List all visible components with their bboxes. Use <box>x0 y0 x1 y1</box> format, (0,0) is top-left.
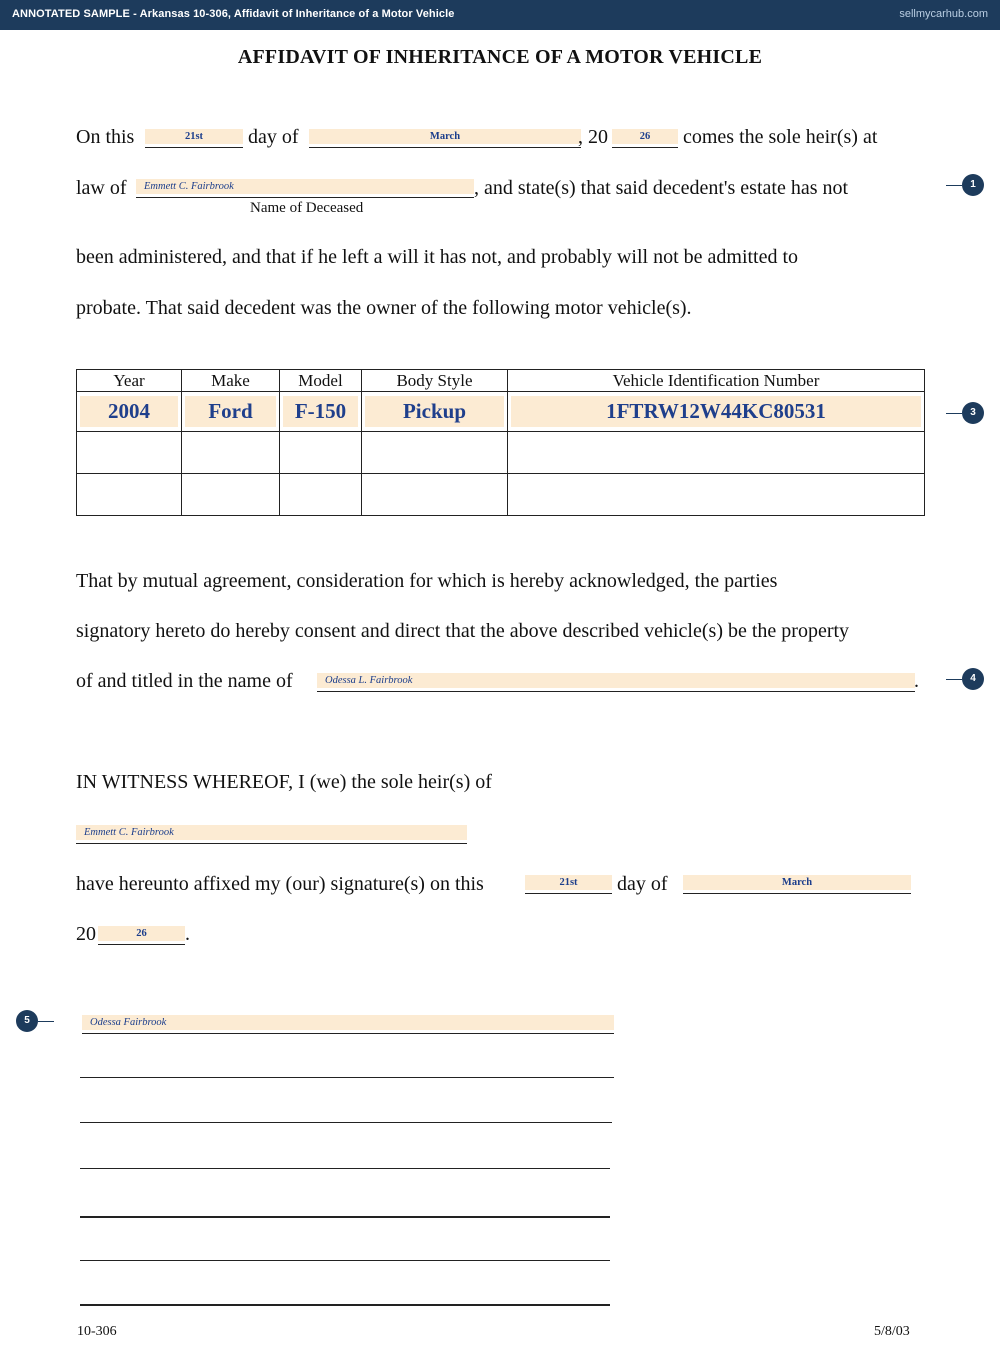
titled-name-field[interactable] <box>317 670 915 692</box>
empty-cell[interactable] <box>77 474 182 516</box>
signature-line-3[interactable] <box>80 1122 612 1123</box>
marker-leader <box>38 1021 54 1022</box>
comes-label: comes the sole heir(s) at <box>683 126 878 148</box>
heir-of-field[interactable] <box>76 822 467 844</box>
affixed-label: have hereunto affixed my (our) signature(s) on this <box>76 873 484 895</box>
empty-cell[interactable] <box>77 432 182 474</box>
empty-cell[interactable] <box>182 474 280 516</box>
vin-cell-value: 1FTRW12W44KC80531 <box>606 399 826 423</box>
banner-title: ANNOTATED SAMPLE - Arkansas 10-306, Affidavit of Inheritance of a Motor Vehicle <box>12 8 455 20</box>
cell-year[interactable] <box>77 392 182 432</box>
paragraph1-line4: probate. That said decedent was the owner of the following motor vehicle(s). <box>76 297 692 319</box>
revision-date: 5/8/03 <box>874 1324 910 1339</box>
cell-vin[interactable] <box>508 392 925 432</box>
empty-cell[interactable] <box>182 432 280 474</box>
on-this-label: On this <box>76 126 135 148</box>
witness-day-of-label: day of <box>617 873 668 895</box>
form-title: AFFIDAVIT OF INHERITANCE OF A MOTOR VEHICLE <box>237 46 763 68</box>
titled-name-value: Odessa L. Fairbrook <box>325 675 413 686</box>
banner-site-link[interactable]: sellmycarhub.com <box>899 8 988 20</box>
paragraph2-line1: That by mutual agreement, consideration for which is hereby acknowledged, the parties <box>76 570 778 592</box>
signature-line-5[interactable] <box>80 1216 610 1218</box>
header-model: Model <box>280 370 362 392</box>
header-vin: Vehicle Identification Number <box>508 370 925 392</box>
table-row <box>77 432 925 474</box>
witness-period: . <box>185 923 190 945</box>
signature-1-value: Odessa Fairbrook <box>90 1017 167 1028</box>
paragraph2-line2: signatory hereto do hereby consent and direct that the above described vehicle(s) be the property <box>76 620 850 642</box>
law-of-label: law of <box>76 177 127 199</box>
titled-in-name-label: of and titled in the name of <box>76 670 293 692</box>
header-year: Year <box>77 370 182 392</box>
witness-year-field[interactable] <box>98 923 185 945</box>
form-number: 10-306 <box>77 1324 117 1339</box>
signature-line-4[interactable] <box>80 1168 610 1169</box>
empty-cell[interactable] <box>362 432 508 474</box>
table-row <box>77 474 925 516</box>
heir-of-value: Emmett C. Fairbrook <box>84 827 174 838</box>
header-make: Make <box>182 370 280 392</box>
witness-month-value: March <box>781 877 813 888</box>
paragraph1-line3: been administered, and that if he left a will it has not, and probably will not be admitted to <box>76 246 799 268</box>
year-value: 26 <box>639 131 651 142</box>
vehicle-table <box>76 369 925 516</box>
empty-cell[interactable] <box>280 432 362 474</box>
witness-twenty-label: 20 <box>76 923 96 945</box>
cell-model[interactable] <box>280 392 362 432</box>
annotation-marker-3: 3 <box>962 402 984 424</box>
year-cell-value: 2004 <box>108 399 150 423</box>
make-cell-value: Ford <box>208 399 253 423</box>
marker-leader <box>946 679 962 680</box>
body-style-cell-value: Pickup <box>402 399 467 423</box>
table-row <box>77 392 925 432</box>
annotation-marker-1: 1 <box>962 174 984 196</box>
witness-month-field[interactable] <box>683 872 911 894</box>
empty-cell[interactable] <box>362 474 508 516</box>
month-value: March <box>429 131 461 142</box>
titled-period: . <box>914 670 919 692</box>
marker-leader <box>946 185 962 186</box>
empty-cell[interactable] <box>508 474 925 516</box>
marker-leader <box>946 413 962 414</box>
cell-body-style[interactable] <box>362 392 508 432</box>
day-value: 21st <box>184 131 204 142</box>
signature-line-6[interactable] <box>80 1260 610 1261</box>
year-field[interactable] <box>612 126 678 148</box>
annotation-marker-4: 4 <box>962 668 984 690</box>
empty-cell[interactable] <box>508 432 925 474</box>
annotation-marker-5: 5 <box>16 1010 38 1032</box>
month-field[interactable] <box>309 126 581 148</box>
day-of-label: day of <box>248 126 299 148</box>
cell-make[interactable] <box>182 392 280 432</box>
signature-line-7[interactable] <box>80 1304 610 1306</box>
model-cell-value: F-150 <box>294 399 347 423</box>
deceased-name-value: Emmett C. Fairbrook <box>144 181 234 192</box>
deceased-name-field[interactable] <box>136 176 474 198</box>
empty-cell[interactable] <box>280 474 362 516</box>
witness-day-value: 21st <box>559 877 578 888</box>
estate-text: , and state(s) that said decedent's estate has not <box>474 177 849 199</box>
annotation-banner <box>0 0 1000 30</box>
day-field[interactable] <box>145 126 243 148</box>
comma-twenty-label: , 20 <box>578 126 608 148</box>
header-body-style: Body Style <box>362 370 508 392</box>
witness-year-value: 26 <box>136 928 147 939</box>
signature-line-2[interactable] <box>80 1077 614 1078</box>
signature-line-1[interactable] <box>82 1012 614 1034</box>
witness-day-field[interactable] <box>525 872 612 894</box>
name-of-deceased-caption: Name of Deceased <box>250 200 364 216</box>
witness-line: IN WITNESS WHEREOF, I (we) the sole heir(s) of <box>76 771 492 793</box>
